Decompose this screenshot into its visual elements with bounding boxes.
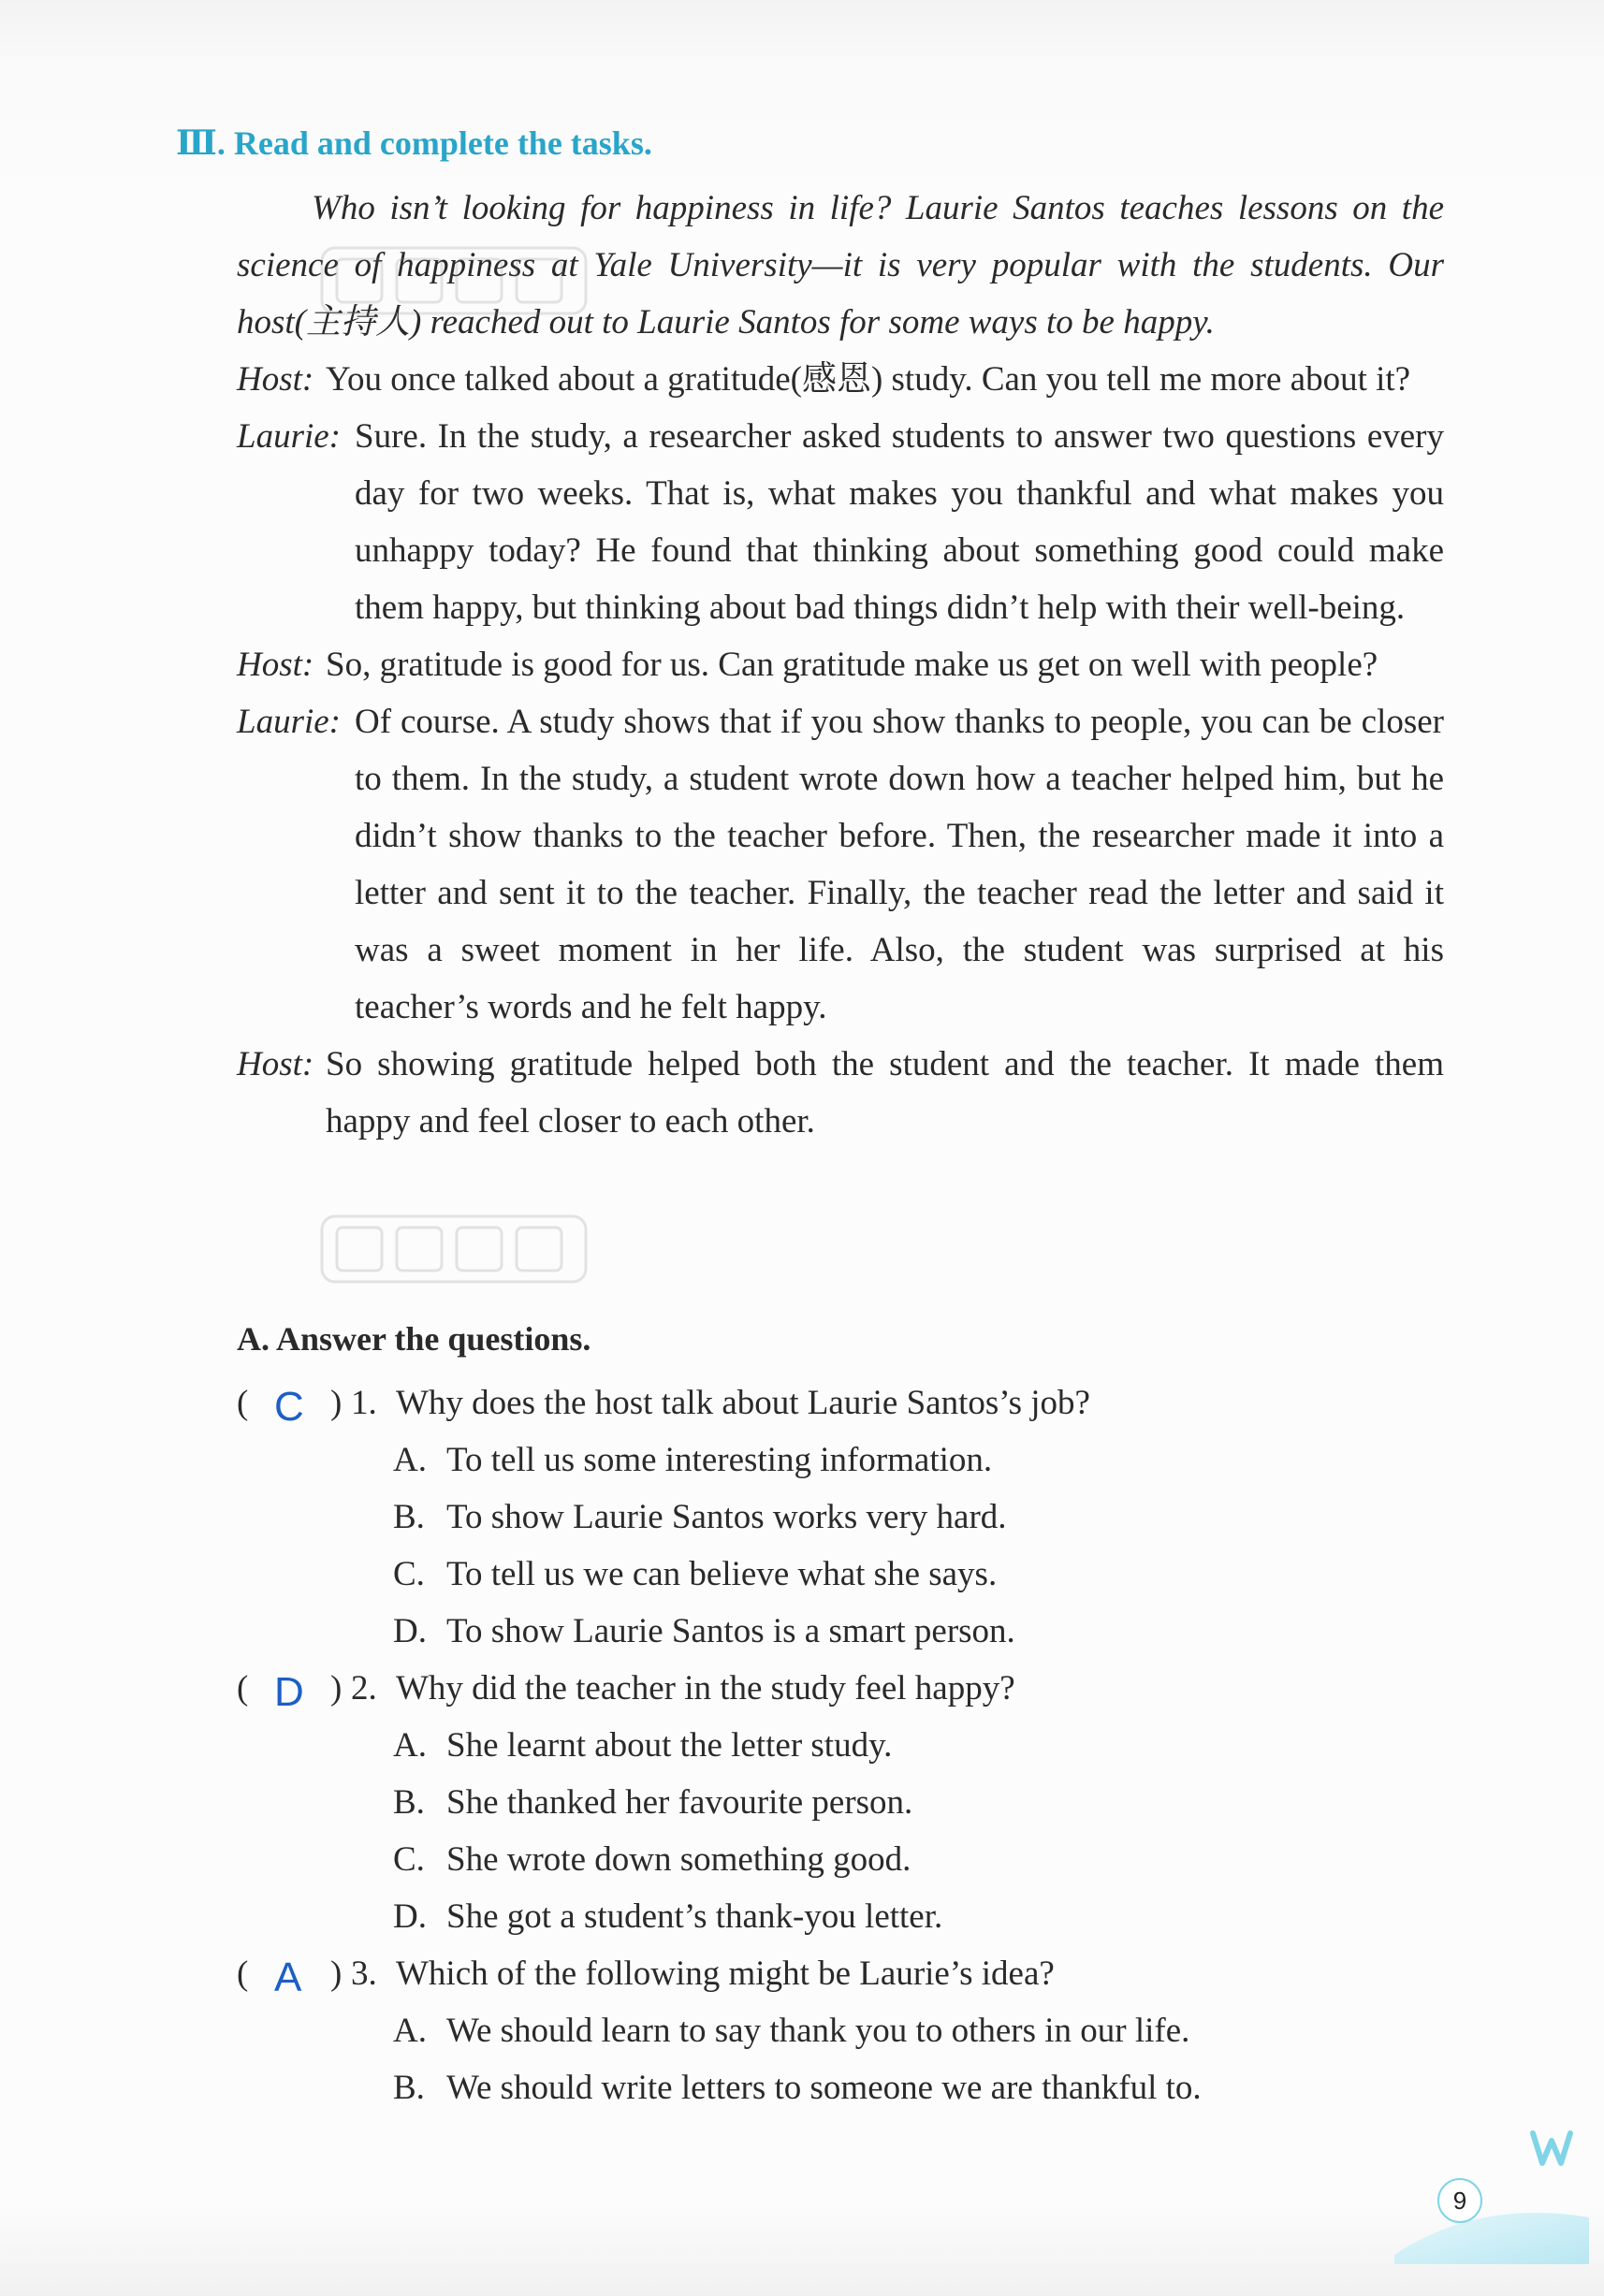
answer-field[interactable]: C	[274, 1384, 304, 1430]
turn-text: So, gratitude is good for us. Can gratitude make us get on well with people?	[326, 646, 1378, 684]
option	[237, 2002, 1453, 2059]
paren-open: (	[237, 1669, 249, 1707]
dialogue	[237, 351, 1444, 1150]
question-stem: Which of the following might be Laurie’s idea?	[396, 1955, 1055, 1993]
question-number: 1.	[351, 1384, 377, 1422]
option-letter: A.	[393, 1441, 427, 1479]
answer-field[interactable]: D	[274, 1669, 304, 1715]
speaker-label: Host:	[237, 646, 314, 684]
option-text: She learnt about the letter study.	[446, 1726, 893, 1765]
dialogue-turn-host	[237, 1036, 1444, 1150]
option-text: To show Laurie Santos works very hard.	[446, 1498, 1007, 1536]
turn-text: Of course. A study shows that if you show thanks to people, you can be closer to them. In the study, a student wrote down how a teacher helped him, but he didn’t show thanks to the teacher before. Then, the researcher made it into a letter and sent it to the teacher. Finally, the teacher read the letter and said it was a sweet moment in her life. Also, the student was surprised at his teacher’s words and he felt happy.	[355, 703, 1444, 1026]
question-stem: Why did the teacher in the study feel happy?	[396, 1669, 1015, 1707]
dialogue-turn-laurie	[237, 693, 1444, 1036]
option-text: We should write letters to someone we are thankful to.	[446, 2069, 1202, 2107]
question-2	[237, 1660, 1453, 1717]
question-1	[237, 1374, 1453, 1431]
watermark-stamp-icon	[318, 1207, 590, 1291]
option	[237, 2059, 1453, 2116]
question-list	[237, 1374, 1453, 2116]
intro-text: Who isn’t looking for happiness in life? Laurie Santos teaches lessons on the science of happiness at Yale University—it is very popular with the students. Our host(主持人) reached out to Laurie Santos for some ways to be happy.	[237, 189, 1444, 341]
turn-text: You once talked about a gratitude(感恩) study. Can you tell me more about it?	[326, 360, 1411, 399]
option	[237, 1546, 1453, 1603]
option-text: We should learn to say thank you to others in our life.	[446, 2012, 1190, 2050]
section-title: Ⅲ. Read and complete the tasks.	[176, 124, 652, 162]
question-3	[237, 1945, 1453, 2002]
question-number: 3.	[351, 1955, 377, 1993]
answer-field[interactable]: A	[274, 1955, 302, 2000]
question-number: 2.	[351, 1669, 377, 1707]
dialogue-turn-host	[237, 351, 1444, 408]
option-letter: D.	[393, 1612, 427, 1650]
speaker-label: Host:	[237, 360, 314, 399]
question-stem: Why does the host talk about Laurie Santos’s job?	[396, 1384, 1090, 1422]
option	[237, 1831, 1453, 1888]
page-number: 9	[1437, 2178, 1482, 2223]
option	[237, 1489, 1453, 1546]
option-text: She got a student’s thank-you letter.	[446, 1897, 943, 1936]
paren-close: )	[330, 1384, 343, 1422]
paren-open: (	[237, 1955, 249, 1993]
option-letter: C.	[393, 1555, 425, 1593]
corner-wave-icon	[1376, 2114, 1591, 2264]
option-letter: C.	[393, 1840, 425, 1879]
watermark-stamp-icon	[318, 239, 590, 323]
paren-close: )	[330, 1955, 343, 1993]
option	[237, 1888, 1453, 1945]
option-text: She thanked her favourite person.	[446, 1783, 913, 1822]
option-letter: A.	[393, 1726, 427, 1765]
turn-text: Sure. In the study, a researcher asked students to answer two questions every day for two weeks. That is, what makes you thankful and what makes you unhappy today? He found that thinking about something good could make them happy, but thinking about bad things didn’t help with their well-being.	[355, 417, 1444, 627]
option-letter: A.	[393, 2012, 427, 2050]
option-text: To tell us we can believe what she says.	[446, 1555, 998, 1593]
option-letter: B.	[393, 2069, 425, 2107]
speaker-label: Laurie:	[237, 703, 341, 741]
speaker-label: Host:	[237, 1045, 314, 1083]
paren-open: (	[237, 1384, 249, 1422]
paren-close: )	[330, 1669, 343, 1707]
turn-text: So showing gratitude helped both the student and the teacher. It made them happy and feel closer to each other.	[326, 1045, 1444, 1141]
speaker-label: Laurie:	[237, 417, 341, 456]
option-text: To tell us some interesting information.	[446, 1441, 993, 1479]
option	[237, 1774, 1453, 1831]
option-letter: D.	[393, 1897, 427, 1936]
option	[237, 1603, 1453, 1660]
option-letter: B.	[393, 1783, 425, 1822]
option	[237, 1431, 1453, 1489]
dialogue-turn-host	[237, 636, 1444, 693]
option-letter: B.	[393, 1498, 425, 1536]
option-text: To show Laurie Santos is a smart person.	[446, 1612, 1015, 1650]
option	[237, 1717, 1453, 1774]
part-a-title: A. Answer the questions.	[237, 1320, 591, 1358]
dialogue-turn-laurie	[237, 408, 1444, 636]
option-text: She wrote down something good.	[446, 1840, 911, 1879]
